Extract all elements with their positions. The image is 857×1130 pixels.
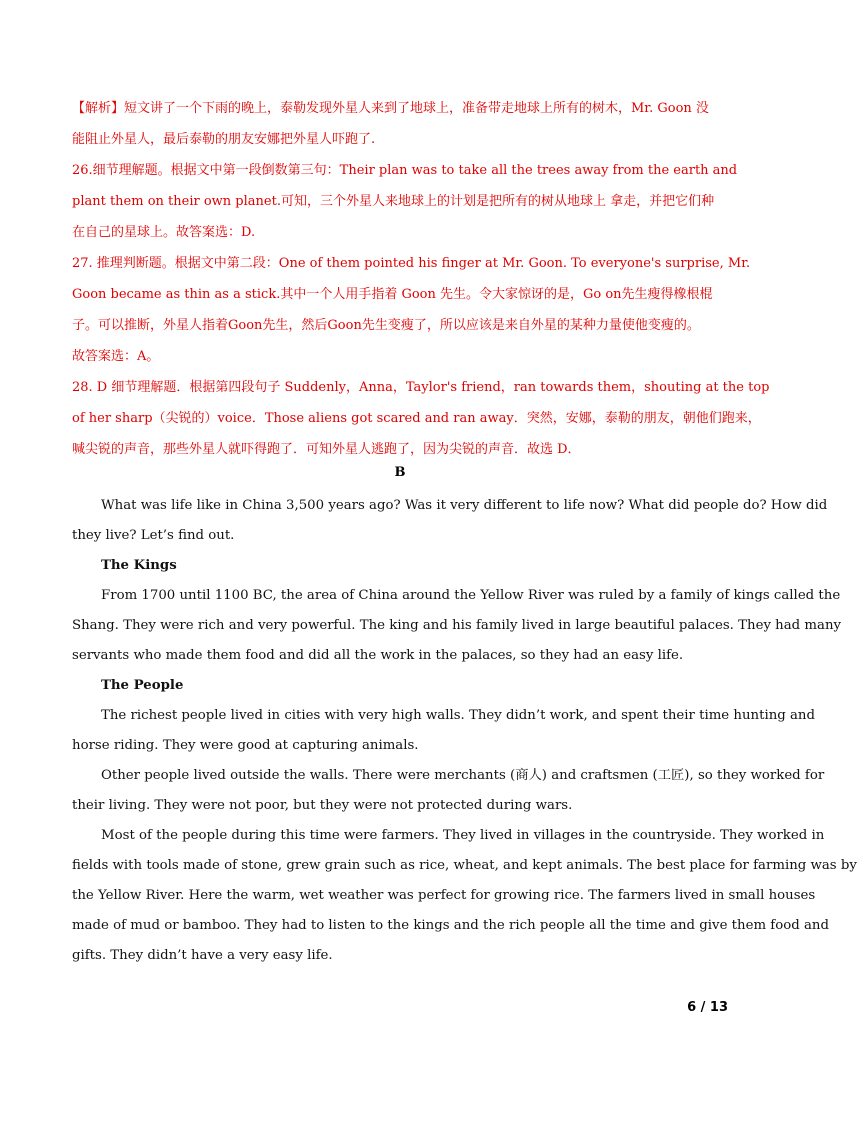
analysis-line: 27. 推理判断题。根据文中第二段：One of them pointed his finger at Mr. Goon. To everyone's surprise, Mr. bbox=[72, 256, 751, 271]
analysis-line: 26.细节理解题。根据文中第一段倒数第三句：Their plan was to take all the trees away from the earth and bbox=[72, 163, 738, 178]
analysis-line: 故答案选：A。 bbox=[72, 349, 160, 364]
analysis-line: 子。可以推断，外星人指着Goon先生，然后Goon先生变瘦了，所以应该是来自外星的某种力量使他变瘦的。 bbox=[72, 318, 700, 333]
passage-line: they live? Let’s find out. bbox=[72, 528, 235, 543]
passage-line: their living. They were not poor, but they were not protected during wars. bbox=[72, 798, 573, 813]
passage-line: From 1700 until 1100 BC, the area of China around the Yellow River was ruled by a family of kings called the bbox=[101, 588, 841, 603]
analysis-line: 【解析】短文讲了一个下雨的晚上，泰勒发现外星人来到了地球上，准备带走地球上所有的树木，Mr. Goon 没 bbox=[72, 101, 709, 116]
passage-line: servants who made them food and did all the work in the palaces, so they had an easy life. bbox=[72, 648, 684, 663]
analysis-line: plant them on their own planet.可知，三个外星人来地球上的计划是把所有的树从地球上 拿走，并把它们种 bbox=[72, 194, 715, 209]
answer-analysis bbox=[72, 93, 770, 465]
passage-line: The richest people lived in cities with very high walls. They didn’t work, and spent their time hunting and bbox=[101, 708, 816, 723]
passage-line: fields with tools made of stone, grew grain such as rice, wheat, and kept animals. The best place for farming was by bbox=[72, 858, 857, 873]
passage-line: horse riding. They were good at capturing animals. bbox=[72, 738, 419, 753]
page-number: 6 / 13 bbox=[687, 1000, 728, 1015]
passage-line: Other people lived outside the walls. There were merchants (商人) and craftsmen (工匠), so they worked for bbox=[101, 768, 825, 783]
section-label: B bbox=[394, 465, 406, 480]
analysis-line: 在自己的星球上。故答案选：D. bbox=[72, 225, 256, 240]
passage-line: the Yellow River. Here the warm, wet weather was perfect for growing rice. The farmers lived in small houses bbox=[72, 888, 816, 903]
passage-line: Shang. They were rich and very powerful. The king and his family lived in large beautiful palaces. They had many bbox=[72, 618, 842, 633]
analysis-line: 喊尖锐的声音，那些外星人就吓得跑了．可知外星人逃跑了，因为尖锐的声音．故选 D． bbox=[72, 442, 581, 457]
passage-line: What was life like in China 3,500 years ago? Was it very different to life now? What did people do? How did bbox=[101, 498, 828, 513]
analysis-line: 能阻止外星人，最后泰勒的朋友安娜把外星人吓跑了. bbox=[72, 132, 376, 147]
passage-line: Most of the people during this time were farmers. They lived in villages in the countryside. They worked in bbox=[101, 828, 825, 843]
analysis-line: of her sharp（尖锐的）voice．Those aliens got scared and ran away．突然，安娜，泰勒的朋友，朝他们跑来， bbox=[72, 411, 761, 426]
passage-line: made of mud or bamboo. They had to listen to the kings and the rich people all the time and give them food and bbox=[72, 918, 829, 933]
passage-line: gifts. They didn’t have a very easy life. bbox=[72, 948, 333, 963]
reading-passage bbox=[72, 491, 857, 971]
section-heading-people: The People bbox=[101, 678, 184, 693]
analysis-line: 28. D 细节理解题．根据第四段句子 Suddenly，Anna，Taylor's friend，ran towards them，shouting at the top bbox=[72, 380, 770, 395]
section-heading-kings: The Kings bbox=[101, 558, 177, 573]
analysis-line: Goon became as thin as a stick.其中一个人用手指着 Goon 先生。令大家惊讶的是，Go on先生瘦得橡根棍 bbox=[72, 287, 713, 302]
